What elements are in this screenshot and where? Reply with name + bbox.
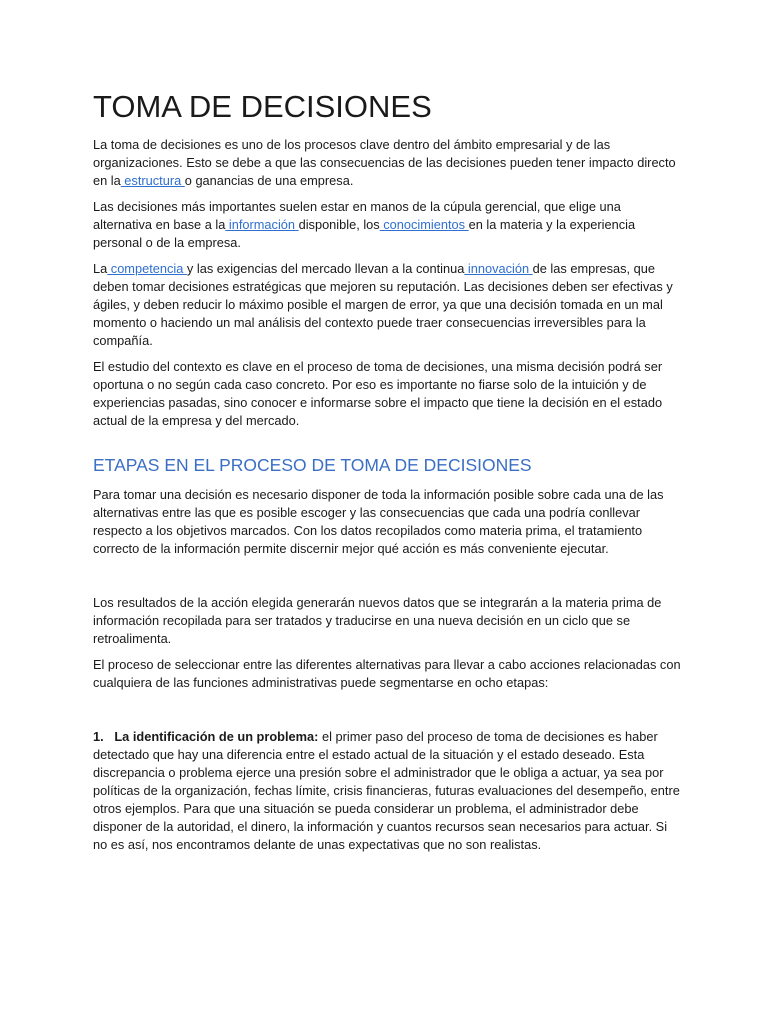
document-title: TOMA DE DECISIONES [93, 89, 432, 124]
link-conocimientos[interactable]: conocimientos [379, 217, 469, 232]
link-competencia[interactable]: competencia [107, 261, 187, 276]
paragraph-informacion: Para tomar una decisión es necesario disponer de toda la información posible sobre cada una de las alternativas entre las que es posible escoger y las consecuencias que cada una podría conllevar respecto a los objetivos marcados. Con los datos recopilados como materia prima, el tratamiento correcto de la información permite discernir mejor qué acción es más conveniente ejecutar. [93, 487, 664, 556]
paragraph-intro [93, 136, 683, 190]
section-heading-etapas: ETAPAS EN EL PROCESO DE TOMA DE DECISIONES [93, 455, 532, 475]
step-number: 1. [93, 729, 104, 744]
paragraph-text: o ganancias de una empresa. [184, 173, 354, 188]
link-informacion[interactable]: información [225, 217, 299, 232]
step-title: La identificación de un problema: [114, 729, 319, 744]
paragraph-text: en la materia y la experiencia personal o de la empresa. [93, 217, 636, 250]
blank-line [93, 700, 683, 728]
blank-line [93, 566, 683, 594]
paragraph-cupula [93, 198, 683, 252]
link-innovacion[interactable]: innovación [464, 261, 533, 276]
paragraph-text: disponible, los [298, 217, 380, 232]
document-page [93, 88, 683, 862]
paragraph-text: La toma de decisiones es uno de los procesos clave dentro del ámbito empresarial y de las organizaciones. Esto se debe a que las consecuencias de las decisiones pueden tener impacto directo en la [93, 137, 676, 188]
paragraph-text: Las decisiones más importantes suelen estar en manos de la cúpula gerencial, que elige una alternativa en base a la [93, 199, 621, 232]
section-gap [93, 438, 683, 452]
link-estructura[interactable]: estructura [120, 173, 185, 188]
paragraph-text: La [93, 261, 108, 276]
paragraph-text: de las empresas, que deben tomar decisiones estratégicas que mejoren su reputación. Las decisiones deben ser efectivas y ágiles, y deben reducir lo máximo posible el margen de error, ya que una decisión tomada en un mal momento o haciendo un mal análisis del contexto puede traer consecuencias irreversibles para la compañía. [93, 261, 673, 348]
list-item-step-1 [93, 728, 683, 854]
paragraph-seleccionar: El proceso de seleccionar entre las diferentes alternativas para llevar a cabo acciones relacionadas con cualquiera de las funciones administrativas puede segmentarse en ocho etapas: [93, 657, 681, 690]
paragraph-competencia [93, 260, 683, 350]
paragraph-text: y las exigencias del mercado llevan a la continua [186, 261, 465, 276]
paragraph-resultados: Los resultados de la acción elegida generarán nuevos datos que se integrarán a la materia prima de información recopilada para ser tratados y traducirse en una nueva decisión en un ciclo que se retroalimenta. [93, 595, 662, 646]
step-text: el primer paso del proceso de toma de decisiones es haber detectado que hay una diferencia entre el estado actual de la situación y el estado deseado. Esta discrepancia o problema ejerce una presión sobre el administrador que le obliga a actuar, ya sea por políticas de la organización, fechas límite, crisis financieras, futuras evaluaciones del desempeño, entre otros ejemplos. Para que una situación se pueda considerar un problema, el administrador debe disponer de la autoridad, el dinero, la información y cuantos recursos sean necesarios para actuar. Si no es así, nos encontramos delante de unas expectativas que no son realistas. [93, 729, 680, 852]
paragraph-contexto: El estudio del contexto es clave en el proceso de toma de decisiones, una misma decisión podrá ser oportuna o no según cada caso concreto. Por eso es importante no fiarse solo de la intuición y de experiencias pasadas, sino conocer e informarse sobre el impacto que tiene la decisión en el estado actual de la empresa y del mercado. [93, 359, 663, 428]
